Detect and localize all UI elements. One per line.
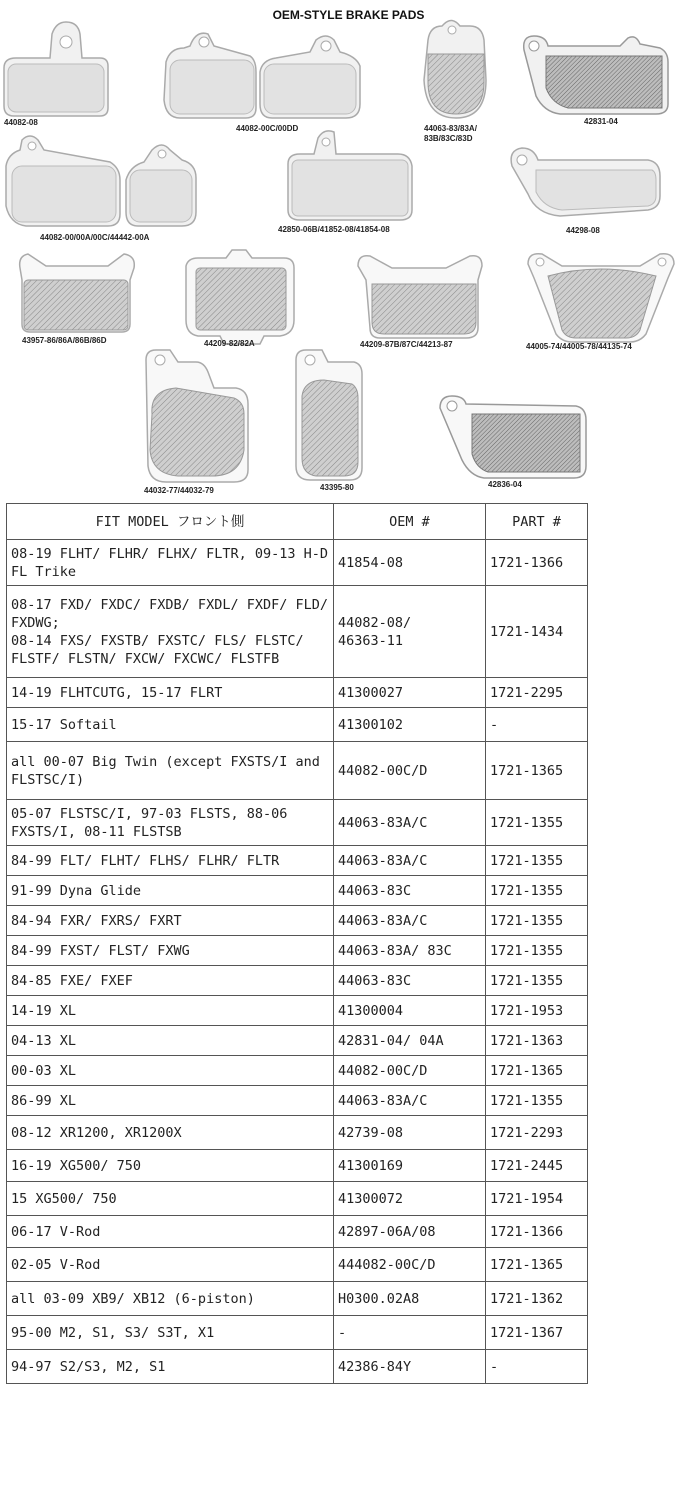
oem-number-cell-text: 41300169 — [338, 1157, 404, 1174]
pad-label: 44005-74/44005-78/44135-74 — [526, 342, 632, 351]
table-row — [7, 876, 588, 906]
fit-model-cell-text: 86-99 XL — [11, 1092, 77, 1109]
part-number-cell — [486, 586, 588, 678]
fit-model-cell — [7, 1316, 334, 1350]
pad-44082-08 — [4, 22, 108, 116]
fit-model-cell — [7, 846, 334, 876]
part-number-cell — [486, 1056, 588, 1086]
pad-label: 44082-00C/00DD — [236, 124, 299, 133]
part-number-cell-text: 1721-1355 — [490, 1092, 564, 1109]
part-number-cell-text: 1721-1355 — [490, 972, 564, 989]
pad-43395-80 — [296, 350, 362, 480]
oem-number-cell-text: 41300102 — [338, 716, 404, 733]
table-row — [7, 800, 588, 846]
fit-model-cell-text: 14-19 FLHTCUTG, 15-17 FLRT — [11, 684, 223, 701]
part-number-cell-text: 1721-1367 — [490, 1324, 564, 1341]
pad-42836-04 — [440, 396, 586, 478]
oem-number-cell-text: 44063-83C — [338, 972, 412, 989]
table-row — [7, 1282, 588, 1316]
oem-number-cell — [334, 708, 486, 742]
fit-model-cell-text: 95-00 M2, S1, S3/ S3T, X1 — [11, 1324, 215, 1341]
oem-number-cell — [334, 800, 486, 846]
part-number-cell — [486, 966, 588, 996]
oem-number-cell — [334, 1316, 486, 1350]
table-row — [7, 708, 588, 742]
part-number-cell — [486, 1150, 588, 1182]
fit-model-cell-text: 91-99 Dyna Glide — [11, 882, 142, 899]
oem-number-cell-text: 41300004 — [338, 1002, 404, 1019]
part-number-cell — [486, 846, 588, 876]
fit-model-cell-text: 08-12 XR1200, XR1200X — [11, 1124, 182, 1141]
table-row — [7, 678, 588, 708]
fit-model-cell-text: 02-05 V-Rod — [11, 1256, 101, 1273]
fit-model-cell-text: 00-03 XL — [11, 1062, 77, 1079]
oem-number-cell — [334, 1116, 486, 1150]
part-number-cell — [486, 1026, 588, 1056]
oem-number-cell — [334, 1182, 486, 1216]
oem-number-cell — [334, 1026, 486, 1056]
part-number-cell-text: 1721-1355 — [490, 852, 564, 869]
part-number-cell — [486, 1316, 588, 1350]
fit-model-cell — [7, 936, 334, 966]
oem-number-cell — [334, 1216, 486, 1248]
table-row — [7, 906, 588, 936]
pad-44005-74 — [528, 254, 674, 342]
oem-number-cell — [334, 678, 486, 708]
oem-number-cell — [334, 846, 486, 876]
fit-model-cell — [7, 1150, 334, 1182]
brake-pad-illustrations — [0, 0, 697, 500]
part-number-cell-text: 1721-1355 — [490, 814, 564, 831]
fit-model-cell — [7, 996, 334, 1026]
fit-model-cell — [7, 1248, 334, 1282]
oem-number-cell-text: - — [338, 1324, 347, 1341]
pad-label: 43395-80 — [320, 483, 354, 492]
fit-model-cell — [7, 1182, 334, 1216]
oem-number-cell-text: 44063-83A/C — [338, 814, 428, 831]
oem-number-cell — [334, 1056, 486, 1086]
fit-model-cell — [7, 540, 334, 586]
oem-number-cell-text: 41854-08 — [338, 554, 404, 571]
fit-model-cell — [7, 1116, 334, 1150]
part-number-cell-text: 1721-2295 — [490, 684, 564, 701]
pad-label: 44298-08 — [566, 226, 600, 235]
fit-model-cell-text: 06-17 V-Rod — [11, 1223, 101, 1240]
pad-44082-00 — [6, 136, 196, 226]
oem-number-cell — [334, 906, 486, 936]
fit-model-cell — [7, 1216, 334, 1248]
oem-number-cell — [334, 996, 486, 1026]
pad-44082-00c-00dd — [164, 33, 360, 118]
pad-42831-04 — [524, 36, 668, 114]
fit-model-cell-text: all 00-07 Big Twin (except FXSTS/I and FLSTSC/I) — [11, 753, 320, 788]
fit-model-cell-text: 08-19 FLHT/ FLHR/ FLHX/ FLTR, 09-13 H-D FL Trike — [11, 545, 328, 580]
oem-number-cell — [334, 1086, 486, 1116]
pad-label: 42831-04 — [584, 117, 618, 126]
part-number-cell-text: 1721-1365 — [490, 1256, 564, 1273]
table-row — [7, 846, 588, 876]
part-number-cell — [486, 1182, 588, 1216]
fit-model-cell-text: 15 XG500/ 750 — [11, 1190, 117, 1207]
oem-number-cell-text: 44082-00C/D — [338, 1062, 428, 1079]
part-number-cell — [486, 1350, 588, 1384]
part-number-cell-text: 1721-1355 — [490, 912, 564, 929]
fit-model-cell — [7, 1026, 334, 1056]
part-number-cell-text: 1721-1363 — [490, 1032, 564, 1049]
part-number-cell-text: 1721-1953 — [490, 1002, 564, 1019]
oem-number-cell-text: 44082-00C/D — [338, 762, 428, 779]
fit-model-cell-text: 08-17 FXD/ FXDC/ FXDB/ FXDL/ FXDF/ FLD/ FXDWG; 08-14 FXS/ FXSTB/ FXSTC/ FLS/ FLSTC/ FLSTF/ FLSTN/ FXCW/ FXCWC/ FLSTFB — [11, 596, 328, 667]
pad-42850-06b — [288, 131, 412, 220]
oem-number-cell-text: 41300072 — [338, 1190, 404, 1207]
pad-label: 42850-06B/41852-08/41854-08 — [278, 225, 390, 234]
oem-number-cell-text: 44063-83A/C — [338, 912, 428, 929]
pad-label: 44082-00/00A/00C/44442-00A — [40, 233, 150, 242]
oem-number-cell — [334, 1282, 486, 1316]
fitment-table — [6, 503, 588, 1384]
fit-model-cell — [7, 876, 334, 906]
fit-model-cell — [7, 800, 334, 846]
part-number-cell-text: 1721-1366 — [490, 554, 564, 571]
pad-label: 44082-08 — [4, 118, 38, 127]
fit-model-cell-text: 84-85 FXE/ FXEF — [11, 972, 133, 989]
fit-model-cell — [7, 906, 334, 936]
part-number-cell — [486, 1216, 588, 1248]
part-number-cell-text: 1721-1366 — [490, 1223, 564, 1240]
part-number-cell — [486, 906, 588, 936]
part-number-cell-text: 1721-2293 — [490, 1124, 564, 1141]
table-row — [7, 966, 588, 996]
oem-number-cell-text: 44082-08/ 46363-11 — [338, 614, 412, 649]
part-number-cell — [486, 936, 588, 966]
part-number-cell-text: - — [490, 716, 499, 733]
diagram-title: OEM-STYLE BRAKE PADS — [272, 8, 425, 22]
oem-number-cell — [334, 1150, 486, 1182]
oem-number-cell-text: 44063-83A/ 83C — [338, 942, 452, 959]
table-body — [7, 540, 588, 1384]
table-row — [7, 1150, 588, 1182]
part-number-cell-text: 1721-1434 — [490, 623, 564, 640]
fit-model-cell-text: 04-13 XL — [11, 1032, 77, 1049]
pad-label: 43957-86/86A/86B/86D — [22, 336, 107, 345]
pad-44298-08 — [511, 148, 660, 216]
oem-number-cell — [334, 936, 486, 966]
table-row — [7, 996, 588, 1026]
part-number-cell — [486, 540, 588, 586]
fit-model-cell-text: 84-99 FLT/ FLHT/ FLHS/ FLHR/ FLTR — [11, 852, 280, 869]
table-row — [7, 936, 588, 966]
part-number-cell-text: - — [490, 1358, 499, 1375]
part-number-cell-text: 1721-1355 — [490, 882, 564, 899]
pad-43957-86 — [20, 254, 135, 332]
fit-model-cell-text: 94-97 S2/S3, M2, S1 — [11, 1358, 166, 1375]
fit-model-cell-text: 05-07 FLSTSC/I, 97-03 FLSTS, 88-06 FXSTS/I, 08-11 FLSTSB — [11, 805, 288, 840]
fit-model-cell-text: 84-94 FXR/ FXRS/ FXRT — [11, 912, 182, 929]
oem-number-cell — [334, 1248, 486, 1282]
pad-label: 44209-87B/87C/44213-87 — [360, 340, 453, 349]
fit-model-cell — [7, 1056, 334, 1086]
part-number-cell — [486, 1116, 588, 1150]
table-header-row — [7, 504, 588, 540]
table-row — [7, 1216, 588, 1248]
fit-model-cell — [7, 966, 334, 996]
table-row — [7, 742, 588, 800]
table-row — [7, 1350, 588, 1384]
table-row — [7, 1026, 588, 1056]
oem-number-cell — [334, 966, 486, 996]
oem-number-cell-text: 42897-06A/08 — [338, 1223, 436, 1240]
part-number-cell — [486, 876, 588, 906]
part-number-cell — [486, 1086, 588, 1116]
part-number-cell — [486, 996, 588, 1026]
pad-44209-87b — [358, 256, 482, 338]
fit-model-cell-text: all 03-09 XB9/ XB12 (6-piston) — [11, 1290, 255, 1307]
fit-model-cell — [7, 742, 334, 800]
fit-model-cell-text: 84-99 FXST/ FLST/ FXWG — [11, 942, 190, 959]
oem-number-cell — [334, 586, 486, 678]
part-number-cell — [486, 678, 588, 708]
part-number-cell-text: 1721-1365 — [490, 762, 564, 779]
oem-number-cell — [334, 876, 486, 906]
part-number-cell — [486, 800, 588, 846]
part-number-cell-text: 1721-1954 — [490, 1190, 564, 1207]
table-row — [7, 1316, 588, 1350]
fit-model-cell — [7, 1086, 334, 1116]
header-fit-model: FIT MODEL フロント側 — [7, 504, 334, 540]
part-number-cell-text: 1721-1365 — [490, 1062, 564, 1079]
oem-number-cell-text: H0300.02A8 — [338, 1290, 420, 1307]
oem-number-cell — [334, 742, 486, 800]
oem-number-cell-text: 42831-04/ 04A — [338, 1032, 444, 1049]
oem-number-cell-text: 444082-00C/D — [338, 1256, 436, 1273]
part-number-cell-text: 1721-1362 — [490, 1290, 564, 1307]
pad-label: 44063-83/83A/ 83B/83C/83D — [424, 124, 477, 143]
fit-model-cell — [7, 586, 334, 678]
table-row — [7, 1248, 588, 1282]
pad-44209-82 — [186, 250, 294, 344]
part-number-cell — [486, 1248, 588, 1282]
oem-number-cell — [334, 1350, 486, 1384]
part-number-cell-text: 1721-1355 — [490, 942, 564, 959]
brake-pad-diagram — [0, 0, 697, 500]
fit-model-cell — [7, 1350, 334, 1384]
oem-number-cell-text: 44063-83C — [338, 882, 412, 899]
oem-number-cell — [334, 540, 486, 586]
pad-44032-77 — [146, 350, 248, 482]
part-number-cell — [486, 708, 588, 742]
oem-number-cell-text: 41300027 — [338, 684, 404, 701]
table-row — [7, 1182, 588, 1216]
oem-number-cell-text: 44063-83A/C — [338, 1092, 428, 1109]
fit-model-cell — [7, 708, 334, 742]
pad-label: 44209-82/82A — [204, 339, 255, 348]
fit-model-cell — [7, 1282, 334, 1316]
oem-number-cell-text: 42386-84Y — [338, 1358, 412, 1375]
table-row — [7, 1116, 588, 1150]
pad-label: 44032-77/44032-79 — [144, 486, 214, 495]
part-number-cell — [486, 742, 588, 800]
table-row — [7, 1056, 588, 1086]
oem-number-cell-text: 44063-83A/C — [338, 852, 428, 869]
fit-model-cell — [7, 678, 334, 708]
part-number-cell-text: 1721-2445 — [490, 1157, 564, 1174]
oem-number-cell-text: 42739-08 — [338, 1124, 404, 1141]
fit-model-cell-text: 14-19 XL — [11, 1002, 77, 1019]
fit-model-cell-text: 15-17 Softail — [11, 716, 117, 733]
part-number-cell — [486, 1282, 588, 1316]
table-row — [7, 1086, 588, 1116]
header-part-number: PART # — [486, 504, 588, 540]
header-oem-number: OEM # — [334, 504, 486, 540]
table-row — [7, 540, 588, 586]
pad-44063-83 — [424, 20, 486, 118]
fit-model-cell-text: 16-19 XG500/ 750 — [11, 1157, 142, 1174]
pad-label: 42836-04 — [488, 480, 522, 489]
table-row — [7, 586, 588, 678]
